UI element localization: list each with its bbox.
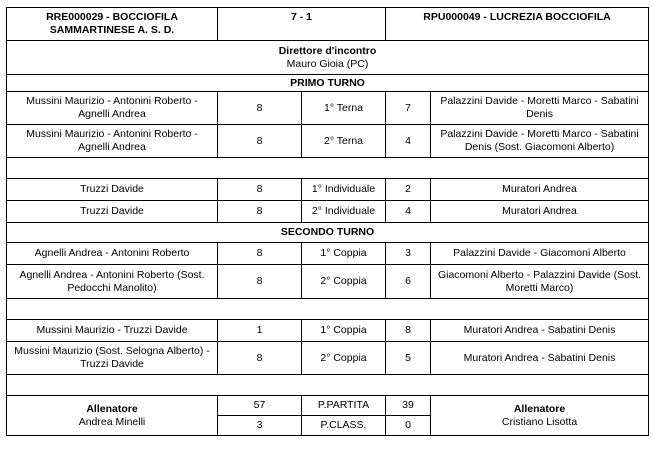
away-score: 4 <box>386 125 431 158</box>
event-name: 2° Coppia <box>302 342 386 375</box>
home-score: 1 <box>218 320 302 342</box>
home-players: Truzzi Davide <box>7 179 218 201</box>
spacer-row <box>7 299 649 320</box>
away-score: 6 <box>386 265 431 299</box>
home-class-points: 3 <box>218 416 302 436</box>
home-players: Agnelli Andrea - Antonini Roberto <box>7 243 218 265</box>
away-score: 2 <box>386 179 431 201</box>
round-title-row <box>7 223 649 243</box>
away-score: 5 <box>386 342 431 375</box>
round-title-2: SECONDO TURNO <box>7 223 649 243</box>
away-score: 4 <box>386 201 431 223</box>
match-row <box>7 201 649 223</box>
home-score: 8 <box>218 179 302 201</box>
director-name: Mauro Gioia (PC) <box>286 57 369 70</box>
spacer-cell <box>7 158 649 179</box>
spacer-row <box>7 158 649 179</box>
home-players: Truzzi Davide <box>7 201 218 223</box>
home-coach-name: Andrea Minelli <box>78 415 146 428</box>
away-players: Giacomoni Alberto - Palazzini Davide (Sost. Moretti Marco) <box>431 265 649 299</box>
home-team-name: RRE000029 - BOCCIOFILA SAMMARTINESE A. S. D. <box>7 8 218 41</box>
match-row <box>7 243 649 265</box>
spacer-row <box>7 375 649 396</box>
home-players: Agnelli Andrea - Antonini Roberto (Sost. Pedocchi Manolito) <box>7 265 218 299</box>
match-row <box>7 125 649 158</box>
home-coach-label: Allenatore <box>86 402 138 415</box>
match-report-table <box>6 7 649 436</box>
director-row <box>7 41 649 75</box>
home-partita-points: 57 <box>218 396 302 416</box>
event-name: 1° Individuale <box>302 179 386 201</box>
event-name: 2° Coppia <box>302 265 386 299</box>
away-coach-name: Cristiano Lisotta <box>501 415 578 428</box>
spacer-cell <box>7 299 649 320</box>
match-header-row <box>7 8 649 41</box>
spacer-cell <box>7 375 649 396</box>
event-name: 2° Terna <box>302 125 386 158</box>
class-label: P.CLASS. <box>302 416 386 436</box>
away-score: 3 <box>386 243 431 265</box>
home-coach-cell <box>7 396 218 436</box>
away-players: Palazzini Davide - Moretti Marco - Sabatini Denis (Sost. Giacomoni Alberto) <box>431 125 649 158</box>
away-class-points: 0 <box>386 416 431 436</box>
event-name: 2° Individuale <box>302 201 386 223</box>
director-cell <box>7 41 649 75</box>
away-score: 7 <box>386 92 431 125</box>
home-score: 8 <box>218 243 302 265</box>
event-name: 1° Terna <box>302 92 386 125</box>
home-score: 8 <box>218 342 302 375</box>
home-players: Mussini Maurizio - Antonini Roberto - Agnelli Andrea <box>7 125 218 158</box>
points-row <box>7 396 649 416</box>
event-name: 1° Coppia <box>302 243 386 265</box>
home-players: Mussini Maurizio - Antonini Roberto - Agnelli Andrea <box>7 92 218 125</box>
away-players: Palazzini Davide - Moretti Marco - Sabatini Denis <box>431 92 649 125</box>
home-players: Mussini Maurizio - Truzzi Davide <box>7 320 218 342</box>
home-players: Mussini Maurizio (Sost. Selogna Alberto) - Truzzi Davide <box>7 342 218 375</box>
round-title-row <box>7 75 649 92</box>
match-row <box>7 92 649 125</box>
home-score: 8 <box>218 92 302 125</box>
match-row <box>7 179 649 201</box>
home-score: 8 <box>218 201 302 223</box>
away-players: Muratori Andrea <box>431 179 649 201</box>
match-row <box>7 342 649 375</box>
home-score: 8 <box>218 125 302 158</box>
home-score: 8 <box>218 265 302 299</box>
away-players: Muratori Andrea <box>431 201 649 223</box>
away-partita-points: 39 <box>386 396 431 416</box>
match-row <box>7 265 649 299</box>
event-name: 1° Coppia <box>302 320 386 342</box>
director-label: Direttore d'incontro <box>278 44 377 57</box>
away-players: Muratori Andrea - Sabatini Denis <box>431 320 649 342</box>
away-team-name: RPU000049 - LUCREZIA BOCCIOFILA <box>386 8 649 41</box>
away-coach-label: Allenatore <box>513 402 566 415</box>
away-score: 8 <box>386 320 431 342</box>
final-score: 7 - 1 <box>218 8 386 41</box>
away-players: Muratori Andrea - Sabatini Denis <box>431 342 649 375</box>
round-title-1: PRIMO TURNO <box>7 75 649 92</box>
match-row <box>7 320 649 342</box>
away-coach-cell <box>431 396 649 436</box>
partita-label: P.PARTITA <box>302 396 386 416</box>
away-players: Palazzini Davide - Giacomoni Alberto <box>431 243 649 265</box>
